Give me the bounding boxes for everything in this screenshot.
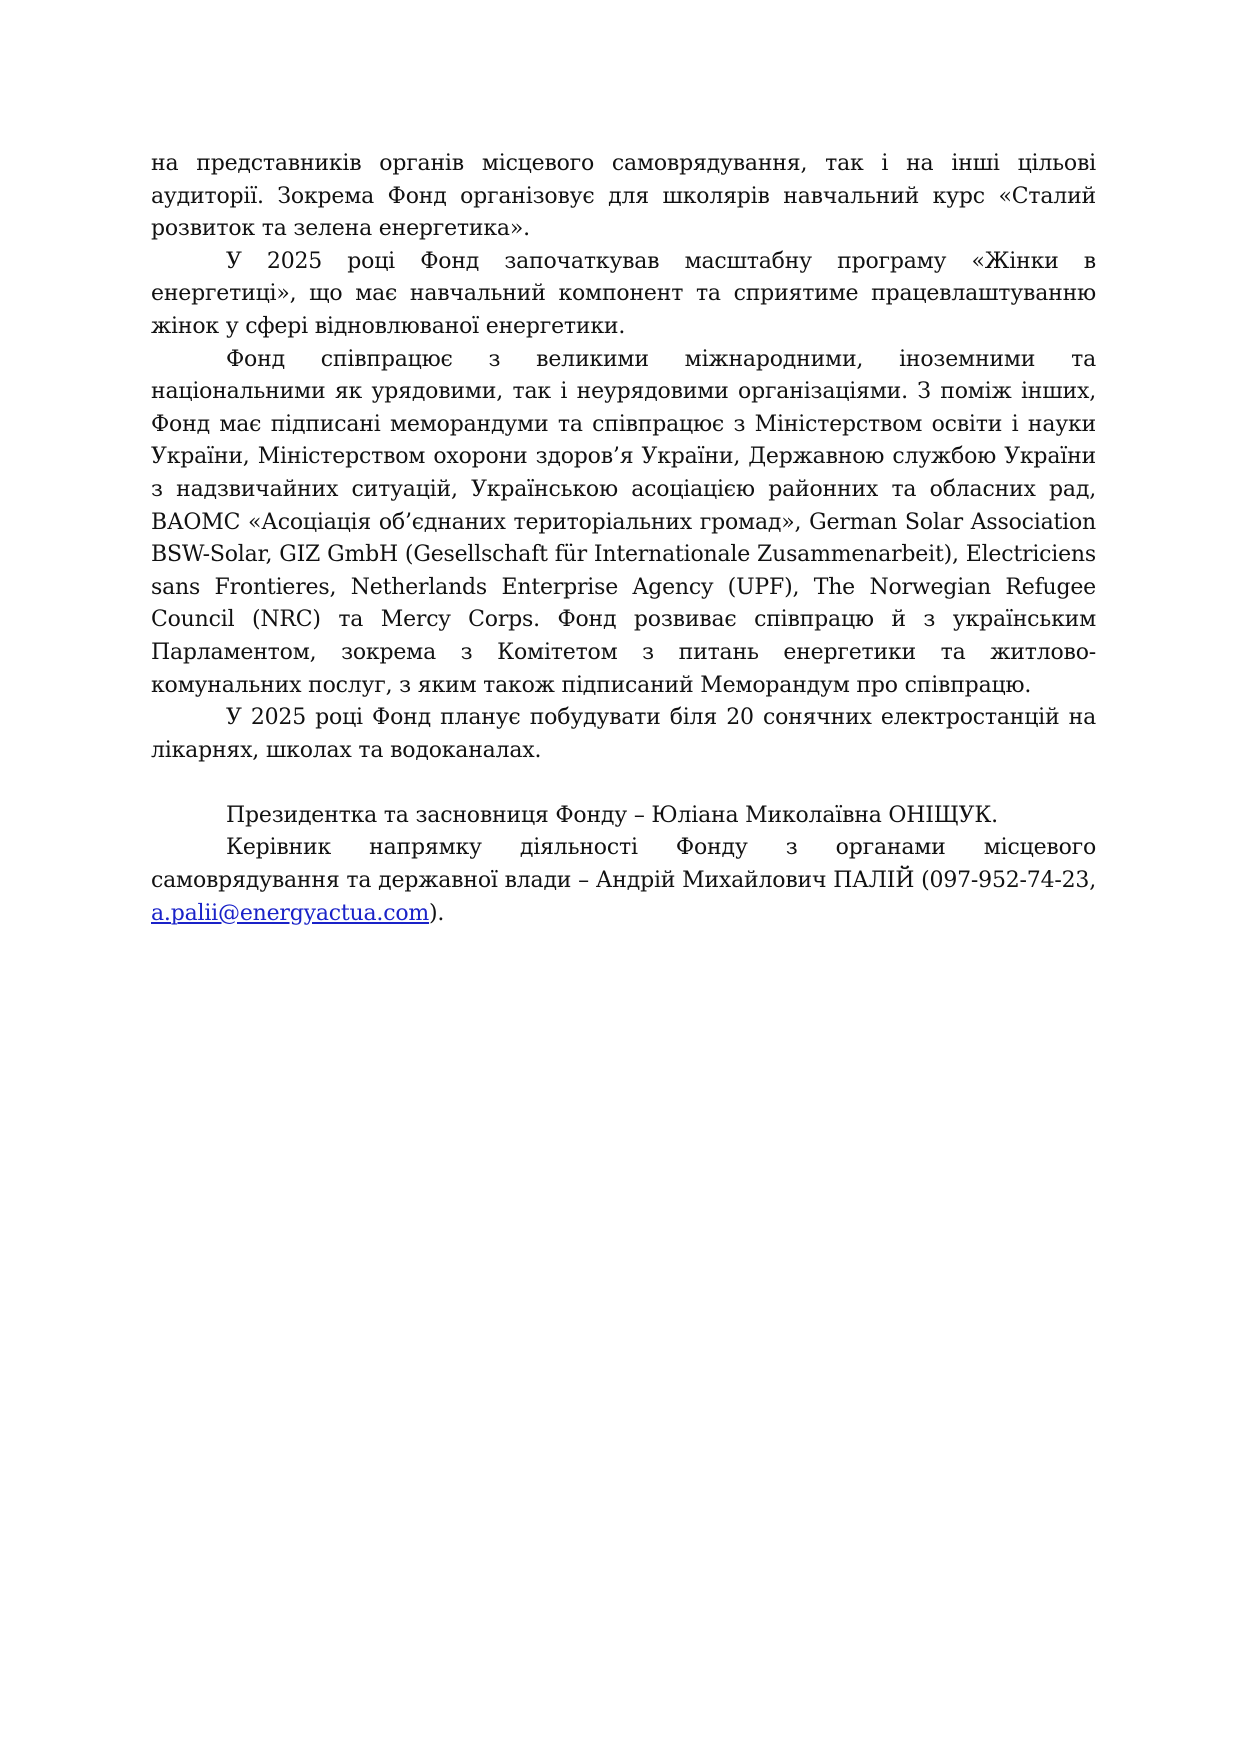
- email-link[interactable]: a.palii@energyactua.com: [151, 900, 430, 926]
- paragraph-continuation: на представників органів місцевого самоврядування, так і на інші цільові аудиторії. Зокрема Фонд організовує для школярів навчальний курс «Сталий розвиток та зелена енергетика».: [151, 151, 1096, 242]
- contact-text-end: ).: [429, 900, 445, 926]
- spacer: [151, 767, 1096, 800]
- contact-text: Керівник напрямку діяльності Фонду з органами місцевого самоврядування та державної влади – Андрій Михайлович ПАЛІЙ (097-952-74-23,: [151, 835, 1096, 894]
- paragraph-partners: Фонд співпрацює з великими міжнародними, іноземними та національними як урядовими, так і неурядовими організаціями. З поміж інших, Фонд має підписані меморандуми та співпрацює з Міністерством освіти і науки України, Міністерством охорони здоров’я України, Державною службою України з надзвичайних ситуацій, Українською асоціацією районних та обласних рад, ВАОМС «Асоціація об’єднаних територіальних громад», German Solar Association BSW-Solar, GIZ GmbH (Gesellschaft für Internationale Zusammenarbeit), Electriciens sans Frontieres, Netherlands Enterprise Agency (UPF), The Norwegian Refugee Council (NRC) та Mercy Corps. Фонд розвиває співпрацю й з українським Парламентом, зокрема з Комітетом з питань енергетики та житлово-комунальних послуг, з яким також підписаний Меморандум про співпрацю.: [151, 346, 1096, 698]
- paragraph-women-in-energy: У 2025 році Фонд започаткував масштабну програму «Жінки в енергетиці», що має навчальний компонент та сприятиме працевлаштуванню жінок у сфері відновлюваної енергетики.: [151, 248, 1096, 339]
- document-page: [151, 148, 1096, 930]
- paragraph-contact: [151, 832, 1096, 930]
- paragraph-president: Президентка та засновниця Фонду – Юліана Миколаївна ОНІЩУК.: [226, 802, 998, 828]
- paragraph-solar-plans: У 2025 році Фонд планує побудувати біля 20 сонячних електростанцій на лікарнях, школах та водоканалах.: [151, 705, 1096, 763]
